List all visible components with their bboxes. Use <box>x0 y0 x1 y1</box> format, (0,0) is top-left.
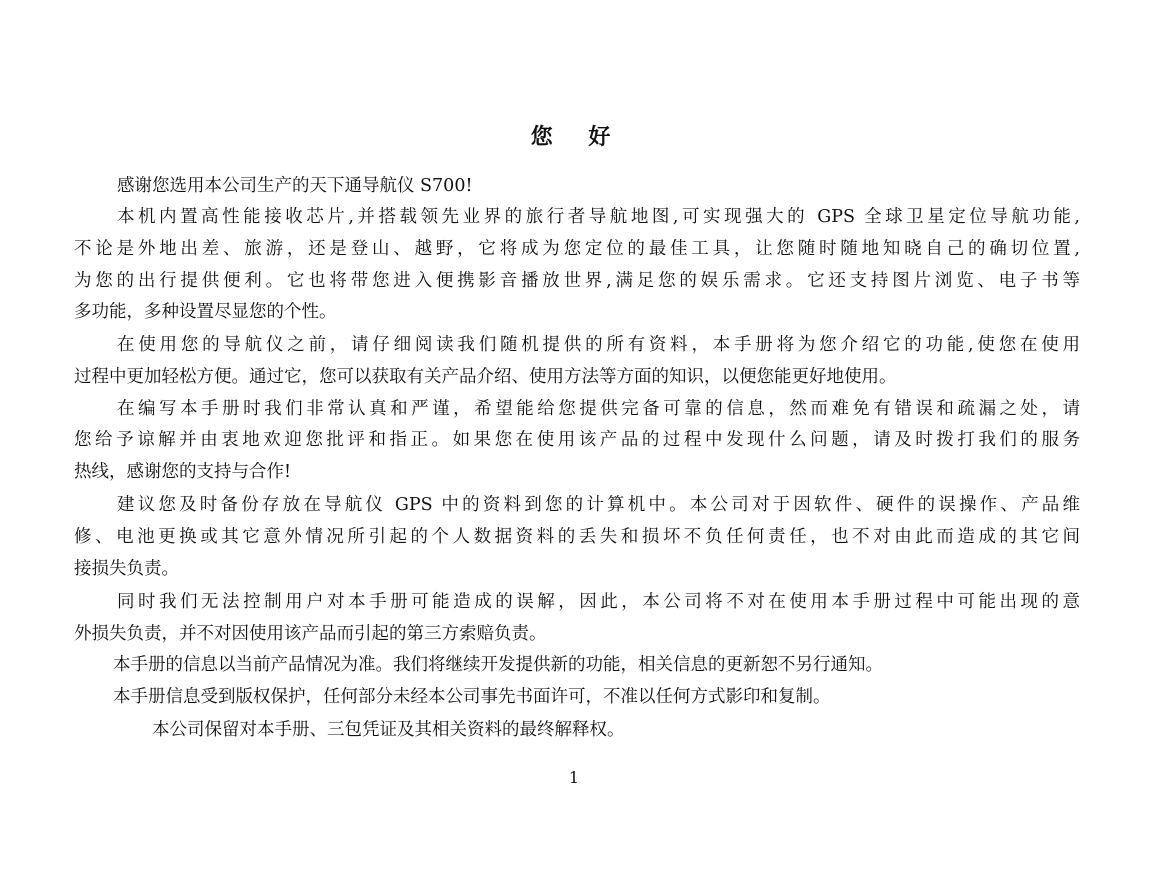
paragraph-features-line-4: 多功能，多种设置尽显您的个性。 <box>74 302 337 322</box>
paragraph-updates-line-1: 本手册的信息以当前产品情况为准。我们将继续开发提供新的功能，相关信息的更新恕不另行通知。 <box>113 655 883 675</box>
paragraph-errata-line-3: 热线，感谢您的支持与合作! <box>74 462 292 482</box>
paragraph-disclaimer-line-2: 外损失负责，并不对因使用该产品而引起的第三方索赔负责。 <box>74 624 547 644</box>
paragraph-features-line-1: 本机内置高性能接收芯片,并搭载领先业界的旅行者导航地图,可实现强大的 GPS 全球卫星定位导航功能, <box>117 207 1080 227</box>
page-number: 1 <box>568 768 580 787</box>
paragraph-errata-line-1: 在编写本手册时我们非常认真和严谨，希望能给您提供完备可靠的信息，然而难免有错误和疏漏之处，请 <box>117 399 1080 419</box>
page-title: 您 好 <box>530 124 625 150</box>
paragraph-usage-line-2: 过程中更加轻松方便。通过它，您可以获取有关产品介绍、使用方法等方面的知识，以便您能更好地使用。 <box>74 367 897 387</box>
paragraph-copyright-line-1: 本手册信息受到版权保护，任何部分未经本公司事先书面许可，不准以任何方式影印和复制。 <box>113 687 831 707</box>
paragraph-usage-line-1: 在使用您的导航仪之前，请仔细阅读我们随机提供的所有资料，本手册将为您介绍它的功能,使您在使用 <box>117 335 1080 355</box>
paragraph-interpretation-line-1: 本公司保留对本手册、三包凭证及其相关资料的最终解释权。 <box>152 720 625 740</box>
paragraph-backup-line-2: 修、电池更换或其它意外情况所引起的个人数据资料的丢失和损坏不负任何责任，也不对由此而造成的其它间 <box>74 527 1080 547</box>
paragraph-features-line-2: 不论是外地出差、旅游，还是登山、越野，它将成为您定位的最佳工具，让您随时随地知晓自己的确切位置, <box>74 239 1080 259</box>
paragraph-features-line-3: 为您的出行提供便利。它也将带您进入便携影音播放世界,满足您的娱乐需求。它还支持图片浏览、电子书等 <box>74 271 1080 291</box>
paragraph-errata-line-2: 您给予谅解并由衷地欢迎您批评和指正。如果您在使用该产品的过程中发现什么问题，请及时拨打我们的服务 <box>74 430 1080 450</box>
paragraph-backup-line-1: 建议您及时备份存放在导航仪 GPS 中的资料到您的计算机中。本公司对于因软件、硬件的误操作、产品维 <box>117 495 1080 515</box>
paragraph-thanks-line-1: 感谢您选用本公司生产的天下通导航仪 S700! <box>117 176 473 196</box>
paragraph-backup-line-3: 接损失负责。 <box>74 559 179 579</box>
paragraph-disclaimer-line-1: 同时我们无法控制用户对本手册可能造成的误解，因此，本公司将不对在使用本手册过程中可能出现的意 <box>117 592 1080 612</box>
